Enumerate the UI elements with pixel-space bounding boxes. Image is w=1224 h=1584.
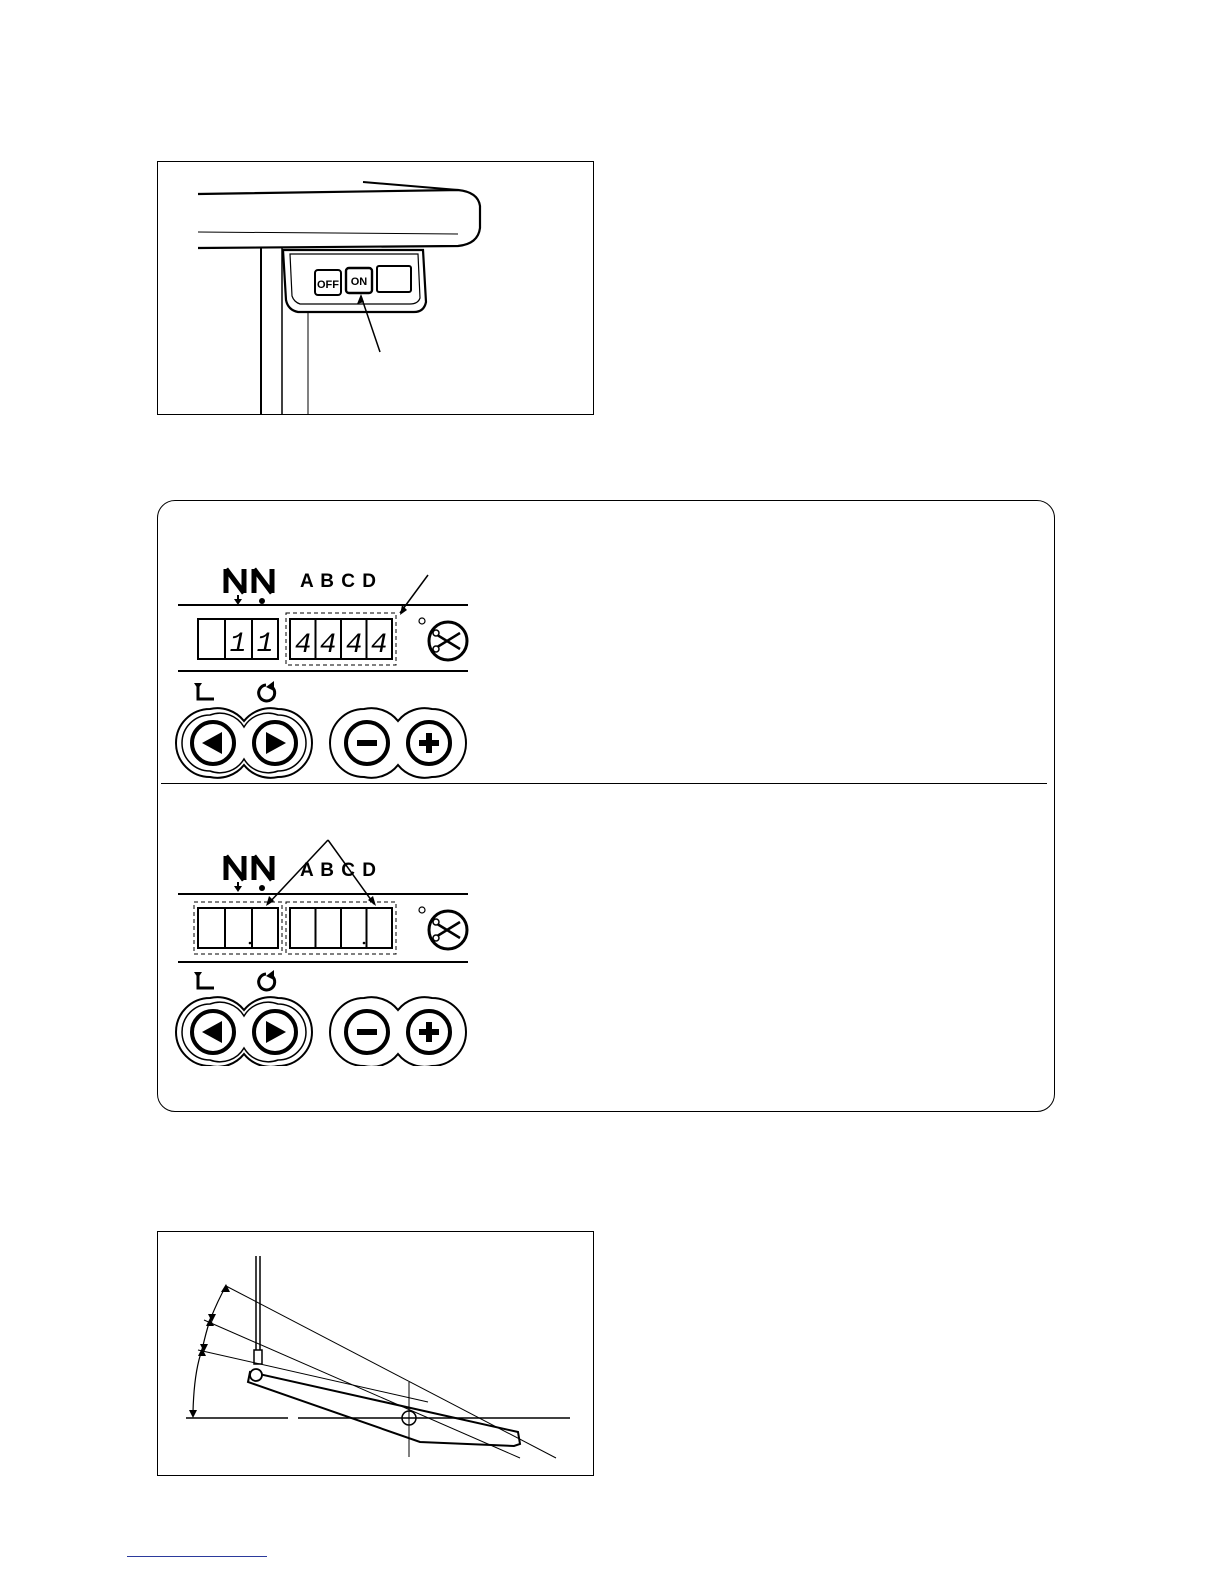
digit-r3: 4 [345,630,363,661]
minus-icon [357,740,377,746]
return-icon [194,683,214,699]
minus-button[interactable] [346,722,388,764]
display-left [198,619,278,660]
pedal-angle-figure [157,1231,594,1476]
plus-button[interactable] [408,1011,450,1053]
indicator-letters: A B C D [300,571,378,592]
minus-icon [357,1029,377,1035]
reload-icon [259,970,275,990]
panel-divider [161,783,1047,784]
right-arrow-button[interactable] [254,722,296,764]
digit-l2: 1 [229,629,247,660]
plus-button[interactable] [408,722,450,764]
footnote-rule [127,1556,267,1557]
off-button-label: OFF [317,279,339,291]
display-left [194,902,282,954]
needle-down-icon [226,569,244,605]
power-switch-illustration [158,162,593,414]
digit-r2: 4 [319,630,337,661]
scissors-icon [419,907,467,949]
display-right [286,902,396,954]
digit-r1: 4 [294,630,312,661]
pedal-angle-illustration [158,1232,593,1475]
reload-icon [259,681,275,701]
blank-slot [377,266,411,292]
display-right [286,613,396,665]
needle-up-icon [254,856,272,891]
left-arrow-button[interactable] [192,1011,234,1053]
right-arrow-button[interactable] [254,1011,296,1053]
panel-bottom [168,836,498,1066]
digit-r4: 4 [370,630,388,661]
needle-up-icon [254,569,272,604]
needle-down-icon [226,856,244,892]
on-button-label: ON [350,276,368,288]
digit-l3: 1 [256,629,274,660]
power-switch-figure [157,161,594,415]
panel-top [168,561,498,791]
operation-panel-figure [157,500,1055,1112]
left-arrow-button[interactable] [192,722,234,764]
scissors-icon [419,618,467,660]
minus-button[interactable] [346,1011,388,1053]
return-icon [194,972,214,988]
indicator-letters: A B C D [300,860,378,881]
